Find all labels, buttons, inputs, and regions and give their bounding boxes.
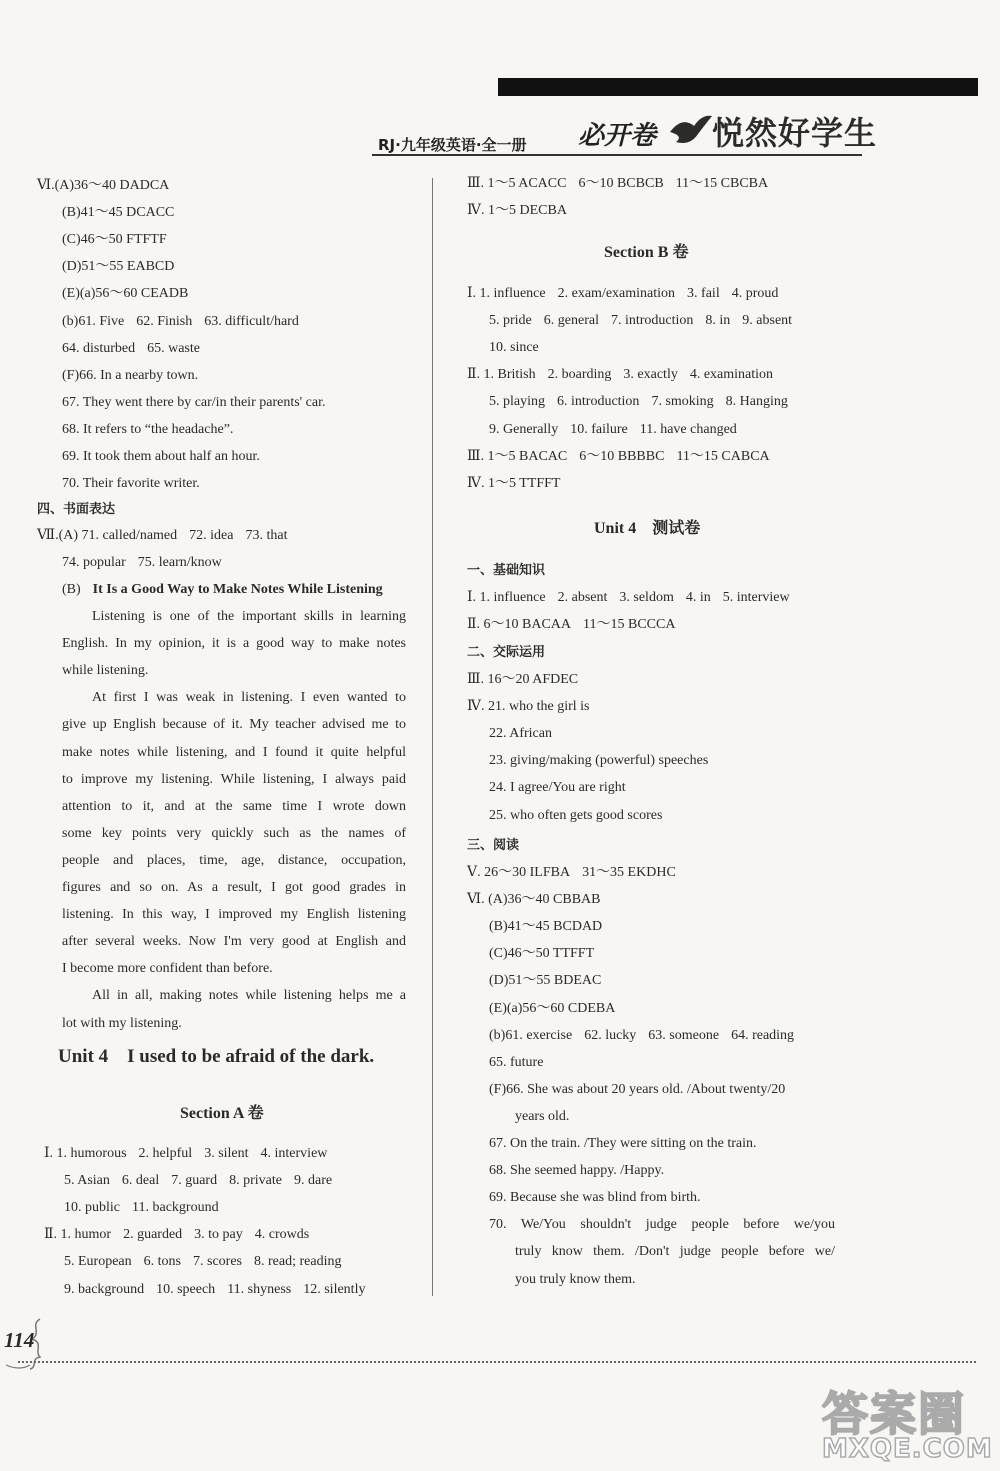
answer-item: 75. learn/know (137, 555, 222, 571)
answer-item: Ⅳ. 1～5 DECBA (467, 203, 567, 219)
answer-item: (D)51～55 EABCD (62, 259, 175, 275)
answer-line (467, 589, 790, 607)
answer-item: truly know them. /Don't judge people before we/ (515, 1244, 835, 1260)
answer-line (62, 421, 233, 439)
answer-item: 11～15 CBCBA (675, 176, 769, 191)
header-rule (372, 154, 862, 156)
answer-item: 63. difficult/hard (204, 313, 299, 329)
essay-line: while listening. (62, 663, 149, 679)
answer-line (62, 554, 222, 572)
header-series: 必开卷 (578, 121, 657, 151)
answer-item: (E)(a)56～60 CDEBA (489, 1000, 616, 1016)
answer-item: 7. guard (171, 1173, 218, 1189)
header-subtitle: RJ·九年级英语·全一册 (378, 136, 527, 154)
answer-line (64, 1281, 365, 1299)
section-heading: 一、基础知识 (467, 563, 546, 578)
answer-line (62, 285, 188, 303)
answer-line (489, 725, 552, 743)
essay-line: Listening is one of the important skills in learning (92, 609, 406, 624)
answer-item: 6. tons (143, 1254, 181, 1270)
answer-line (467, 366, 773, 384)
answer-item: 22. African (489, 726, 552, 742)
answer-line (489, 972, 601, 990)
answer-item: (F)66. She was about 20 years old. /About twenty/20 (489, 1081, 786, 1097)
answer-item: 70. Their favorite writer. (62, 476, 200, 492)
answer-line (489, 1162, 664, 1180)
section-title: Unit 4 测试卷 (594, 520, 701, 537)
answer-item: Ⅲ. 1～5 BACAC (467, 448, 568, 464)
answer-item: 9. Generally (489, 421, 559, 437)
essay-line: All in all, making notes while listening helps me a (92, 988, 406, 1004)
answer-item: Ⅲ. 1～5 ACACC (467, 176, 567, 191)
answer-line (467, 202, 567, 220)
answer-line (489, 312, 792, 330)
section-heading: 三、阅读 (467, 838, 520, 853)
essay-line: lot with my listening. (62, 1015, 182, 1031)
section-title: Section B 卷 (604, 244, 689, 261)
header-bar (498, 78, 978, 96)
answer-item: 62. Finish (136, 313, 193, 329)
answer-item: 64. reading (731, 1027, 795, 1043)
answer-item: (C)46～50 FTFTF (62, 232, 167, 248)
answer-item: 4. in (685, 590, 711, 605)
answer-line (62, 394, 326, 412)
answer-item: 8. read; reading (254, 1254, 342, 1270)
answer-line (44, 1145, 327, 1163)
answer-item: 5. playing (489, 394, 545, 410)
section-heading: 四、书面表达 (37, 502, 116, 517)
answer-item: Ⅵ.(A)36～40 DADCA (37, 178, 170, 193)
answer-line (489, 779, 626, 797)
essay-line: listening. In this way, I improved my English listening (62, 907, 406, 923)
essay-line: to improve my listening. While listening, I always paid (62, 771, 406, 787)
answer-item: 69. Because she was blind from birth. (489, 1190, 701, 1206)
answer-item: 11～15 BCCCA (583, 617, 676, 633)
answer-item: 73. that (245, 528, 288, 543)
answer-item: 8. Hanging (725, 394, 788, 410)
answer-line (489, 421, 737, 439)
answer-line (467, 475, 560, 493)
essay-line: At first I was weak in listening. I even wanted to (92, 690, 406, 706)
answer-item: Ⅰ. 1. humorous (44, 1146, 127, 1161)
answer-line (515, 1243, 835, 1261)
answer-line (489, 1054, 543, 1072)
answer-item: 11. shyness (227, 1281, 292, 1297)
answer-item: 6. general (543, 313, 599, 329)
answer-line (64, 1253, 341, 1271)
answer-item: 11～15 CABCA (676, 448, 770, 464)
answer-item: 10. since (489, 340, 539, 356)
bird-icon (668, 112, 714, 148)
answer-line (467, 864, 676, 882)
answer-item: 5. European (64, 1254, 132, 1270)
answer-line (515, 1271, 636, 1289)
answer-line (64, 1199, 219, 1217)
essay-line: give up English because of it. My teacher advised me to (62, 717, 406, 733)
answer-line (489, 918, 602, 936)
answer-item: 12. silently (303, 1281, 366, 1297)
answer-line (44, 1226, 309, 1244)
answer-line (489, 1081, 785, 1099)
essay-line: after several weeks. Now I'm very good at English and (62, 934, 406, 950)
answer-line (467, 448, 770, 466)
section-heading: 二、交际运用 (467, 645, 546, 660)
answer-item: 2. boarding (547, 367, 612, 383)
answer-item: 63. someone (648, 1027, 720, 1043)
answer-item: 11. have changed (639, 421, 737, 437)
answer-item: 72. idea (189, 528, 234, 543)
answer-item: 4. interview (260, 1146, 328, 1161)
answer-item: Ⅱ. 1. humor (44, 1227, 112, 1243)
answer-item: 10. speech (156, 1281, 216, 1297)
answer-item: 6～10 BBBBC (579, 448, 665, 464)
answer-item: 5. Asian (64, 1173, 110, 1189)
essay-line: attention to it, and at the same time I wrote down (62, 798, 406, 814)
answer-item: Ⅰ. 1. influence (467, 590, 546, 605)
page-number: 114 (4, 1328, 35, 1352)
answer-item: 69. It took them about half an hour. (62, 449, 260, 464)
section-title: Section A 卷 (180, 1105, 264, 1122)
answer-item: 6～10 BCBCB (578, 176, 664, 191)
answer-item: 3. seldom (619, 590, 674, 605)
answer-line (467, 698, 589, 716)
answer-line (62, 231, 167, 249)
answer-line (62, 448, 260, 466)
watermark-logo: 答案圈 (822, 1387, 966, 1441)
answer-line (467, 616, 675, 634)
essay-line: some key points very quickly such as the names of (62, 825, 406, 841)
answer-item: Ⅵ. (A)36～40 CBBAB (467, 892, 601, 908)
answer-line (489, 1000, 615, 1018)
answer-item: Ⅴ. 26～30 ILFBA (467, 865, 571, 880)
answer-item: 8. private (229, 1173, 282, 1189)
answer-item: 4. examination (689, 367, 774, 383)
answer-item: Ⅱ. 6～10 BACAA (467, 617, 572, 633)
answer-line (489, 1135, 757, 1153)
answer-line (467, 285, 778, 303)
answer-item: 2. guarded (123, 1227, 183, 1243)
answer-item: 4. crowds (254, 1227, 310, 1243)
answer-item: 5. interview (722, 590, 790, 605)
answer-item: Ⅳ. 21. who the girl is (467, 699, 590, 715)
answer-item: 5. pride (489, 313, 532, 329)
essay-label: (B) (62, 582, 81, 597)
essay-line: English. In my opinion, it is a good way to make notes (62, 636, 406, 652)
answer-item: Ⅲ. 16～20 AFDEC (467, 672, 579, 687)
answer-item: 11. background (132, 1200, 219, 1216)
answer-item: 68. She seemed happy. /Happy. (489, 1163, 665, 1179)
answer-item: 7. smoking (651, 394, 714, 410)
answer-item: 23. giving/making (powerful) speeches (489, 753, 709, 769)
answer-line (489, 1027, 794, 1045)
answer-item: 2. exam/examination (557, 286, 676, 301)
answer-item: 2. absent (557, 590, 608, 605)
answer-item: (E)(a)56～60 CEADB (62, 286, 189, 302)
essay-line: people and places, time, age, distance, occupation, (62, 852, 406, 868)
unit-title: Unit 4 I used to be afraid of the dark. (58, 1046, 375, 1067)
answer-item: 3. silent (204, 1146, 249, 1161)
footer-divider (18, 1361, 976, 1363)
header-brand: 悦然好学生 (712, 114, 878, 152)
watermark-url: MXQE.COM (822, 1434, 993, 1464)
answer-item: 64. disturbed (62, 340, 136, 356)
answer-line (467, 671, 578, 689)
answer-line (489, 807, 662, 825)
answer-line (515, 1108, 569, 1126)
answer-line (62, 367, 198, 385)
answer-item: 9. dare (293, 1173, 333, 1189)
column-divider (432, 178, 433, 1296)
answer-item: you truly know them. (515, 1271, 636, 1287)
essay-line: figures and so on. As a result, I got good grades in (62, 880, 406, 895)
answer-item: 4. proud (731, 286, 779, 301)
answer-item: 68. It refers to “the headache”. (62, 421, 234, 437)
answer-item: (B)41～45 DCACC (62, 205, 175, 221)
answer-item: 6. deal (121, 1173, 160, 1189)
answer-item: 3. to pay (194, 1227, 243, 1243)
answer-line (467, 891, 600, 909)
answer-line (489, 1189, 701, 1207)
answer-item: 67. They went there by car/in their parents' car. (62, 394, 326, 410)
answer-item: 6. introduction (557, 394, 640, 410)
answer-item: 62. lucky (584, 1027, 637, 1043)
answer-item: Ⅱ. 1. British (467, 367, 536, 383)
essay-title-text: It Is a Good Way to Make Notes While Listening (92, 582, 383, 597)
answer-item: 10. public (64, 1200, 120, 1216)
answer-item: 67. On the train. /They were sitting on the train. (489, 1136, 757, 1151)
answer-line (489, 945, 594, 963)
answer-line (62, 313, 299, 331)
answer-item: (C)46～50 TTFFT (489, 946, 595, 962)
answer-item: 9. background (64, 1281, 145, 1297)
essay-title (62, 581, 383, 599)
answer-item: 2. helpful (138, 1146, 193, 1161)
answer-line (489, 1216, 835, 1234)
answer-item: (D)51～55 BDEAC (489, 973, 602, 989)
answer-item: Ⅳ. 1～5 TTFFT (467, 475, 561, 491)
answer-item: 65. waste (147, 340, 200, 356)
answer-item: (b)61. exercise (489, 1027, 573, 1043)
answer-line (37, 177, 169, 195)
answer-line (489, 752, 708, 770)
answer-item: 70. We/You shouldn't judge people before we/you (489, 1217, 835, 1233)
answer-line (62, 475, 200, 493)
answer-item: 7. introduction (610, 313, 694, 329)
answer-item: Ⅶ.(A) 71. called/named (37, 528, 178, 543)
answer-item: (B)41～45 BCDAD (489, 919, 603, 935)
answer-line (489, 393, 788, 411)
answer-item: 24. I agree/You are right (489, 780, 626, 796)
answer-item: 3. fail (687, 286, 720, 301)
answer-line (62, 340, 200, 358)
answer-item: 7. scores (193, 1254, 242, 1270)
answer-item: 8. in (705, 313, 731, 329)
answer-item: 9. absent (742, 313, 793, 329)
answer-item: 65. future (489, 1054, 544, 1070)
answer-item: years old. (515, 1108, 570, 1124)
answer-line (64, 1172, 332, 1190)
answer-item: (F)66. In a nearby town. (62, 367, 199, 383)
answer-item: (b)61. Five (62, 313, 125, 329)
answer-line (62, 258, 174, 276)
answer-line (467, 175, 768, 193)
answer-line (37, 527, 287, 545)
answer-item: 31～35 EKDHC (582, 865, 676, 880)
answer-item: 74. popular (62, 555, 126, 571)
answer-item: Ⅰ. 1. influence (467, 286, 546, 301)
essay-line: I become more confident than before. (62, 961, 273, 977)
answer-line (489, 339, 539, 357)
essay-line: make notes while listening, and I found it quite helpful (62, 744, 406, 760)
answer-item: 25. who often gets good scores (489, 807, 663, 823)
answer-line (62, 204, 174, 222)
answer-item: 3. exactly (623, 367, 678, 383)
answer-item: 10. failure (570, 421, 628, 437)
